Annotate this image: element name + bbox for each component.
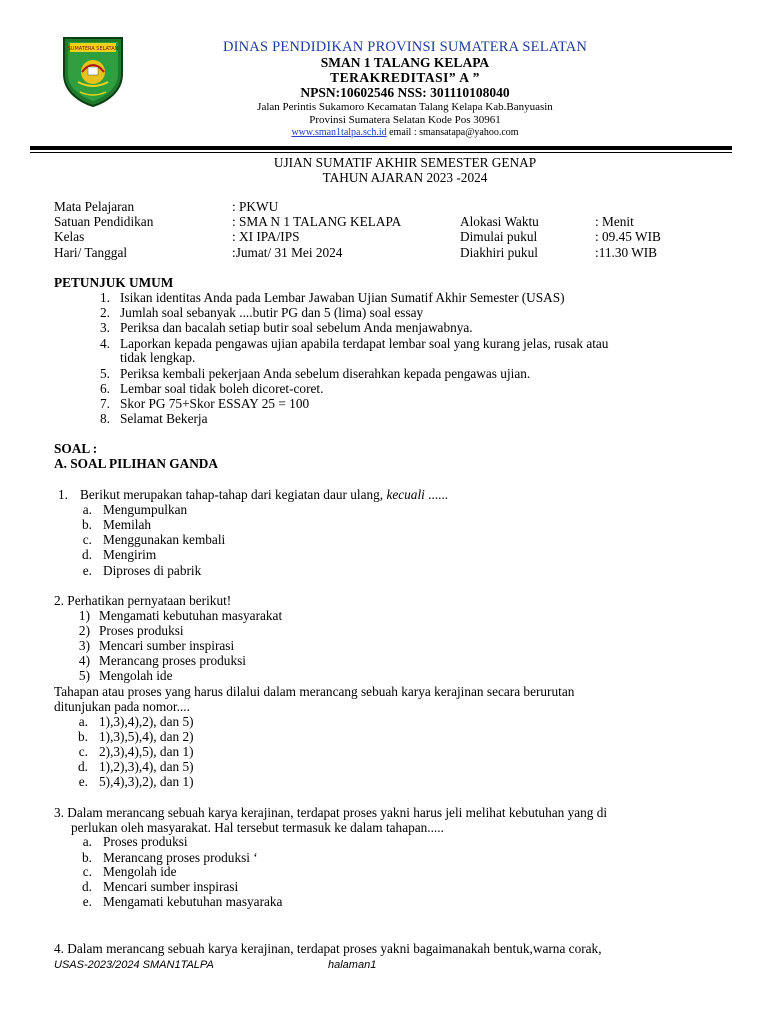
statement-text: Mencari sumber inspirasi [99, 638, 235, 653]
header-address-line1: Jalan Perintis Sukamoro Kecamatan Talang Kelapa Kab.Banyuasin [257, 101, 553, 113]
info-value: : 09.45 WIB [595, 229, 661, 244]
option-key: c. [82, 532, 92, 547]
option-key: a. [78, 714, 88, 729]
list-number: 6. [100, 381, 110, 396]
header-divider-thin [30, 152, 732, 153]
option-key: b. [78, 729, 88, 744]
logo-caption: SUMATERA SELATAN [67, 46, 119, 52]
statement-key: 4) [78, 653, 90, 668]
option-key: b. [82, 517, 92, 532]
question-tail: ...... [424, 487, 449, 502]
statement-text: Merancang proses produksi [99, 653, 246, 668]
option-text: Diproses di pabrik [103, 563, 202, 578]
exam-year: TAHUN AJARAN 2023 -2024 [322, 170, 488, 185]
header-divider-thick [30, 146, 732, 150]
list-number: 1. [100, 290, 110, 305]
info-label: Diakhiri pukul [460, 245, 538, 260]
list-item: Periksa kembali pekerjaan Anda sebelum diserahkan kepada pengawas ujian. [120, 366, 531, 381]
info-value: : SMA N 1 TALANG KELAPA [232, 214, 402, 229]
list-item: Skor PG 75+Skor ESSAY 25 = 100 [120, 396, 310, 411]
info-label: Alokasi Waktu [460, 214, 539, 229]
school-emblem-logo [60, 34, 126, 108]
soal-heading: SOAL : [54, 441, 98, 456]
option-text: Merancang proses produksi ‘ [103, 850, 258, 865]
header-address-line2: Provinsi Sumatera Selatan Kode Pos 30961 [309, 114, 501, 126]
option-key: a. [82, 502, 92, 517]
email-text: email : smansatapa@yahoo.com [386, 127, 519, 138]
option-text: 2),3),4),5), dan 1) [99, 744, 194, 759]
footer-left: USAS-2023/2024 SMAN1TALPA [54, 959, 214, 971]
list-item-continuation: tidak lengkap. [120, 350, 196, 365]
list-number: 4. [100, 336, 110, 351]
option-text: 5),4),3),2), dan 1) [99, 774, 194, 789]
option-text: 1),3),5),4), dan 2) [99, 729, 194, 744]
header-npsn: NPSN:10602546 NSS: 301110108040 [300, 85, 510, 100]
info-value: :Jumat/ 31 Mei 2024 [232, 245, 343, 260]
list-number: 7. [100, 396, 110, 411]
statement-key: 5) [78, 668, 90, 683]
info-value: : PKWU [232, 199, 279, 214]
option-key: e. [82, 563, 92, 578]
question-prompt-line1: Tahapan atau proses yang harus dilalui dalam merancang sebuah karya kerajinan secara berurutan [54, 684, 575, 699]
question-text-continuation: perlukan oleh masyarakat. Hal tersebut termasuk ke dalam tahapan..... [71, 820, 444, 835]
question-text: 2. Perhatikan pernyataan berikut! [54, 593, 232, 608]
option-text: 1),2),3),4), dan 5) [99, 759, 194, 774]
option-text: Memilah [103, 517, 152, 532]
website-link[interactable]: www.sman1talpa.sch.id [291, 127, 387, 138]
info-label: Dimulai pukul [460, 229, 538, 244]
info-value: : XI IPA/IPS [232, 229, 300, 244]
option-text: Mencari sumber inspirasi [103, 879, 239, 894]
question-text: 3. Dalam merancang sebuah karya kerajinan, terdapat proses yakni harus jeli melihat kebutuhan yang di [54, 805, 608, 820]
footer-page-number: halaman1 [328, 959, 377, 971]
header-school-name: SMAN 1 TALANG KELAPA [320, 55, 490, 70]
option-text: Menggunakan kembali [103, 532, 226, 547]
list-number: 3. [100, 320, 110, 335]
statement-text: Mengolah ide [99, 668, 173, 683]
header-contact [170, 125, 640, 140]
list-number: 2. [100, 305, 110, 320]
statement-key: 1) [78, 608, 90, 623]
question-4-text: 4. Dalam merancang sebuah karya kerajinan, terdapat proses yakni bagaimanakah bentuk,warna corak, [54, 941, 602, 956]
statement-key: 2) [78, 623, 90, 638]
question-number: 1. [58, 487, 68, 502]
list-item: Periksa dan bacalah setiap butir soal sebelum Anda menjawabnya. [120, 320, 473, 335]
option-text: Mengirim [103, 547, 157, 562]
question-text [80, 487, 448, 502]
option-key: e. [82, 894, 92, 909]
info-label: Satuan Pendidikan [54, 214, 154, 229]
option-text: 1),3),4),2), dan 5) [99, 714, 194, 729]
list-item: Jumlah soal sebanyak ....butir PG dan 5 (lima) soal essay [120, 305, 424, 320]
question-emphasis: kecuali [386, 487, 425, 502]
list-number: 8. [100, 411, 110, 426]
statement-key: 3) [78, 638, 90, 653]
instructions-heading: PETUNJUK UMUM [54, 275, 174, 290]
option-key: d. [78, 759, 88, 774]
info-label: Kelas [54, 229, 85, 244]
header-dinas: DINAS PENDIDIKAN PROVINSI SUMATERA SELATAN [222, 39, 588, 55]
option-text: Mengolah ide [103, 864, 177, 879]
info-label: Mata Pelajaran [54, 199, 135, 214]
statement-text: Mengamati kebutuhan masyarakat [99, 608, 283, 623]
info-label: Hari/ Tanggal [54, 245, 128, 260]
option-key: b. [82, 850, 92, 865]
option-key: a. [82, 834, 92, 849]
info-value: :11.30 WIB [595, 245, 658, 260]
option-key: d. [82, 547, 92, 562]
option-text: Mengamati kebutuhan masyaraka [103, 894, 283, 909]
statement-text: Proses produksi [99, 623, 184, 638]
info-value: : Menit [595, 214, 634, 229]
list-item: Lembar soal tidak boleh dicoret-coret. [120, 381, 324, 396]
question-stem: Berikut merupakan tahap-tahap dari kegiatan daur ulang, [80, 487, 387, 502]
option-key: c. [78, 744, 88, 759]
option-text: Proses produksi [103, 834, 188, 849]
list-item: Isikan identitas Anda pada Lembar Jawaban Ujian Sumatif Akhir Semester (USAS) [120, 290, 565, 305]
list-number: 5. [100, 366, 110, 381]
list-item: Laporkan kepada pengawas ujian apabila terdapat lembar soal yang kurang jelas, rusak atau [120, 336, 609, 351]
exam-title: UJIAN SUMATIF AKHIR SEMESTER GENAP [273, 155, 537, 170]
option-key: d. [82, 879, 92, 894]
header-accreditation: TERAKREDITASI” A ” [330, 70, 480, 85]
list-item: Selamat Bekerja [120, 411, 208, 426]
section-a-heading: A. SOAL PILIHAN GANDA [54, 456, 219, 471]
option-key: e. [78, 774, 88, 789]
option-key: c. [82, 864, 92, 879]
option-text: Mengumpulkan [103, 502, 188, 517]
question-prompt-line2: ditunjukan pada nomor.... [54, 699, 190, 714]
